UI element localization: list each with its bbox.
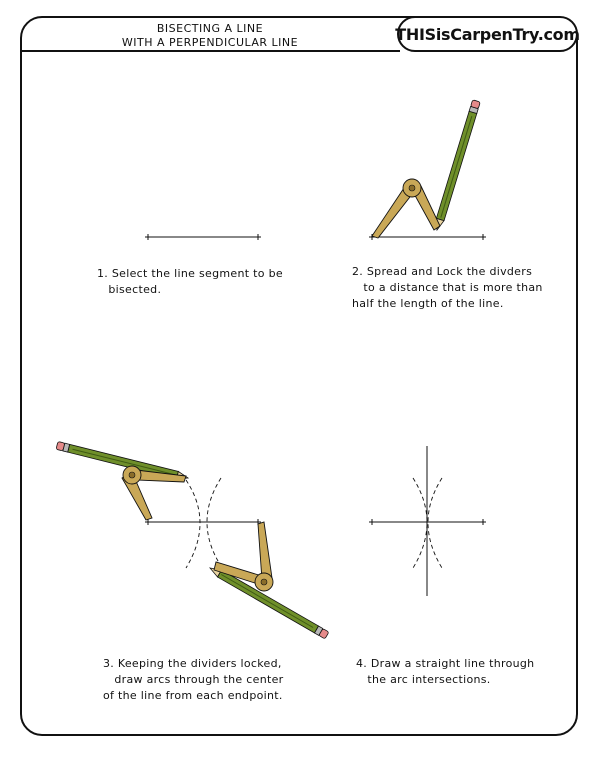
step4-caption: 4. Draw a straight line through the arc intersections.: [356, 657, 535, 686]
step3-arcs: [186, 478, 221, 568]
step1-caption: 1. Select the line segment to be bisected.: [97, 267, 283, 296]
brand-logo: THISisCarpenTry.com: [397, 16, 578, 52]
step2-dividers-icon: [372, 179, 440, 238]
title-line-1: BISECTING A LINE: [156, 22, 264, 35]
step2-segment: [369, 234, 486, 240]
step3-segment: [145, 519, 261, 525]
step2-pencil-icon: [433, 100, 480, 231]
step3-lower-dividers-icon: [214, 522, 273, 591]
step2-caption: 2. Spread and Lock the divders to a distance that is more than half the length of the line.: [352, 265, 543, 310]
step1-segment: [145, 234, 261, 240]
title-line-2: WITH A PERPENDICULAR LINE: [121, 36, 299, 49]
step3-caption: 3. Keeping the dividers locked, draw arcs through the center of the line from each endpoint.: [103, 657, 284, 702]
